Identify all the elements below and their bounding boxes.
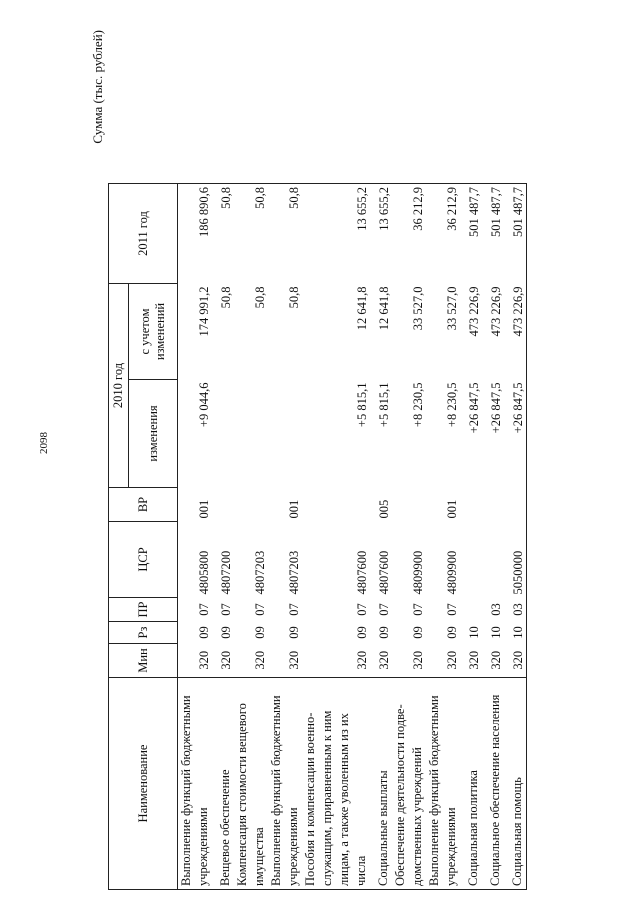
cell-vr xyxy=(392,488,426,522)
cell-csr: 4805800 xyxy=(197,550,211,595)
cell-pr: 07 xyxy=(197,603,211,616)
cell-name: Выполнение функций бюджетными учреждениями xyxy=(178,678,213,890)
header-2010: 2010 год xyxy=(109,284,129,488)
cell-2011: 36 212,9 xyxy=(426,184,460,284)
cell-min: 320 xyxy=(467,650,481,670)
cell-pr: 07 xyxy=(377,603,391,616)
cell-vr: 001 xyxy=(287,499,301,519)
cell-changes xyxy=(212,380,234,488)
cell-pr: 07 xyxy=(287,603,301,616)
table-row xyxy=(234,184,268,890)
cell-pr xyxy=(460,598,482,622)
cell-name: Социальное обеспечение населения xyxy=(482,678,504,890)
budget-table xyxy=(108,183,527,890)
cell-min: 320 xyxy=(219,650,233,670)
cell-changes: +5 815,1 xyxy=(377,382,391,428)
cell-changes xyxy=(234,380,268,488)
table-body xyxy=(178,184,527,890)
cell-rz: 09 xyxy=(253,626,267,639)
cell-changes: +26 847,5 xyxy=(504,380,527,488)
cell-name: Вещевое обеспечение xyxy=(212,678,234,890)
cell-min: 320 xyxy=(355,650,369,670)
cell-2011: 13 655,2 xyxy=(370,184,392,284)
cell-rz: 09 xyxy=(355,626,369,639)
page-number: 2098 xyxy=(38,432,50,454)
cell-csr: 5050000 xyxy=(504,522,527,598)
table-row xyxy=(482,184,504,890)
table-row xyxy=(268,184,302,890)
cell-rz: 10 xyxy=(489,626,503,639)
cell-pr: 07 xyxy=(445,603,459,616)
cell-rz: 09 xyxy=(287,626,301,639)
cell-csr: 4807600 xyxy=(377,550,391,595)
cell-changes: +8 230,5 xyxy=(445,382,459,428)
cell-name: Выполнение функций бюджетными учреждениями xyxy=(426,678,460,890)
cell-pr: 03 xyxy=(504,598,527,622)
cell-vr xyxy=(482,488,504,522)
document-sheet xyxy=(90,30,540,890)
cell-with-changes: 33 527,0 xyxy=(411,286,425,331)
table-row xyxy=(392,184,426,890)
cell-changes: +8 230,5 xyxy=(411,382,425,428)
table-row xyxy=(302,184,370,890)
cell-rz: 09 xyxy=(377,626,391,639)
cell-vr: 005 xyxy=(377,499,391,519)
cell-vr: 001 xyxy=(445,499,459,519)
cell-min: 320 xyxy=(197,650,211,670)
cell-vr xyxy=(234,488,268,522)
cell-name: Компенсация стоимости вещевого имущества xyxy=(234,678,268,890)
header-2011: 2011 год xyxy=(109,184,178,284)
cell-with-changes: 33 527,0 xyxy=(445,286,459,331)
table-row xyxy=(370,184,392,890)
cell-rz: 10 xyxy=(504,622,527,644)
cell-vr: 001 xyxy=(197,499,211,519)
cell-changes: +26 847,5 xyxy=(489,382,503,434)
cell-vr xyxy=(504,488,527,522)
cell-name: Обеспечение деятельности подве-домственных учреждений xyxy=(392,678,426,890)
cell-changes: +5 815,1 xyxy=(355,382,369,428)
cell-2011: 186 890,6 xyxy=(178,184,213,284)
cell-min: 320 xyxy=(253,650,267,670)
header-rz: Рз xyxy=(109,622,178,644)
cell-min: 320 xyxy=(377,650,391,670)
table-row xyxy=(460,184,482,890)
cell-name: Социальная политика xyxy=(460,678,482,890)
table-row xyxy=(504,184,527,890)
cell-2011: 50,8 xyxy=(268,184,302,284)
cell-rz: 09 xyxy=(411,626,425,639)
cell-changes: +26 847,5 xyxy=(467,382,481,434)
cell-vr xyxy=(302,488,370,522)
cell-with-changes: 50,8 xyxy=(253,286,267,309)
cell-csr xyxy=(460,522,482,598)
cell-2011: 501 487,7 xyxy=(460,184,482,284)
header-with-changes: с учетом изменений xyxy=(129,284,178,380)
cell-with-changes: 473 226,9 xyxy=(504,284,527,380)
cell-changes: +9 044,6 xyxy=(197,382,211,428)
cell-min: 320 xyxy=(411,650,425,670)
cell-name: Пособия и компенсации военно-служащим, приравненным к ним лицам, а также уволенным из их числа xyxy=(302,678,370,890)
table-row xyxy=(426,184,460,890)
cell-min: 320 xyxy=(287,650,301,670)
cell-name: Социальная помощь xyxy=(504,678,527,890)
cell-2011: 50,8 xyxy=(234,184,268,284)
header-min: Мин xyxy=(109,644,178,678)
cell-min: 320 xyxy=(489,650,503,670)
cell-csr: 4807203 xyxy=(253,550,267,595)
cell-2011: 50,8 xyxy=(212,184,234,284)
cell-2011: 36 212,9 xyxy=(392,184,426,284)
table-row xyxy=(178,184,213,890)
cell-rz: 10 xyxy=(467,626,481,639)
cell-vr xyxy=(460,488,482,522)
cell-min: 320 xyxy=(445,650,459,670)
cell-csr: 4809900 xyxy=(411,550,425,595)
cell-with-changes: 50,8 xyxy=(219,286,233,309)
cell-csr: 4807600 xyxy=(355,550,369,595)
cell-2011: 501 487,7 xyxy=(482,184,504,284)
cell-with-changes: 12 641,8 xyxy=(355,286,369,331)
header-changes: изменения xyxy=(129,380,178,488)
header-name: Наименование xyxy=(109,678,178,890)
cell-with-changes: 473 226,9 xyxy=(489,286,503,337)
header-vr: ВР xyxy=(109,488,178,522)
cell-with-changes: 473 226,9 xyxy=(467,286,481,337)
cell-with-changes: 12 641,8 xyxy=(377,286,391,331)
cell-rz: 09 xyxy=(219,626,233,639)
cell-pr: 07 xyxy=(411,603,425,616)
cell-csr: 4807203 xyxy=(287,550,301,595)
cell-with-changes: 174 991,2 xyxy=(197,286,211,337)
cell-csr: 4809900 xyxy=(445,550,459,595)
cell-rz: 09 xyxy=(197,626,211,639)
header-pr: ПР xyxy=(109,598,178,622)
table-row xyxy=(212,184,234,890)
cell-pr: 07 xyxy=(355,603,369,616)
header-csr: ЦСР xyxy=(109,522,178,598)
cell-pr: 03 xyxy=(489,603,503,616)
cell-vr xyxy=(212,488,234,522)
cell-name: Социальные выплаты xyxy=(370,678,392,890)
cell-name: Выполнение функций бюджетными учреждениями xyxy=(268,678,302,890)
cell-csr: 4807200 xyxy=(219,550,233,595)
cell-with-changes: 50,8 xyxy=(287,286,301,309)
cell-2011: 501 487,7 xyxy=(504,184,527,284)
cell-csr xyxy=(482,522,504,598)
cell-pr: 07 xyxy=(253,603,267,616)
cell-rz: 09 xyxy=(445,626,459,639)
units-caption: Сумма (тыс. рублей) xyxy=(90,30,105,144)
cell-changes xyxy=(268,380,302,488)
cell-2011: 13 655,2 xyxy=(302,184,370,284)
cell-min: 320 xyxy=(504,644,527,678)
cell-pr: 07 xyxy=(219,603,233,616)
